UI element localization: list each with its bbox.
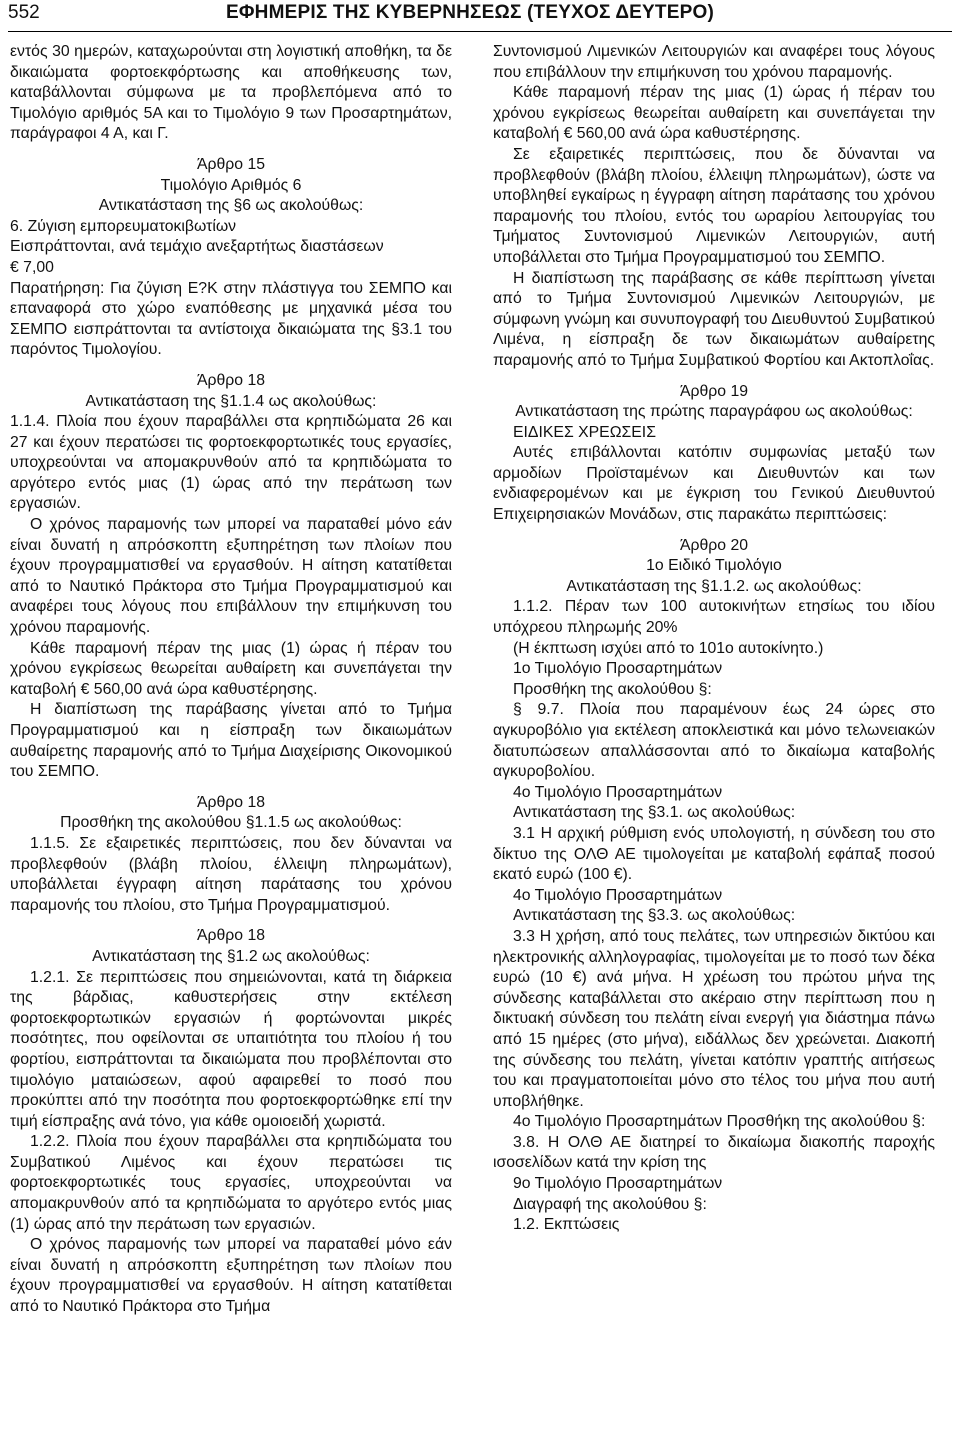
article-heading: Άρθρο 15: [196, 155, 266, 173]
paragraph: Η διαπίστωση της παράβασης σε κάθε περίπτωση γίνεται από το Τμήμα Συντονισμού Λιμενικών Λειτουργιών, με σύμφωνη γνώμη και συνυπογραφή του Διευθυντού Συμβατικού Λιμένα, η είσπραξη δε των δικαιωμάτων αυθαίρετης παραμονής από το Τμήμα Συμβατικού Φορτίου και Ακτοπλοΐας.: [493, 269, 935, 369]
header-rule: [8, 31, 952, 32]
gazette-title: ΕΦΗΜΕΡΙΣ ΤΗΣ ΚΥΒΕΡΝΗΣΕΩΣ (ΤΕΥΧΟΣ ΔΕΥΤΕΡΟ): [226, 2, 714, 23]
paragraph: 4ο Τιμολόγιο Προσαρτημάτων: [513, 886, 723, 904]
paragraph: Σε εξαιρετικές περιπτώσεις, που δε δύνανται να προβλεφθούν (βλάβη πλοίου, έλλειψη πληρωμάτων), ώστε να υποβληθεί εγκαίρως η έγγραφη αίτηση παράτασης του χρόνου παραμονής του πλοίου, εντός του ωραρίου λειτουργίας του Τμήματος Συντονισμού Λιμενικών Λειτουργιών, αυτή υποβάλλεται στο Τμήμα Προγραμματισμού του ΣΕΜΠΟ.: [493, 145, 935, 266]
section-heading: Τιμολόγιο Αριθμός 6: [160, 176, 302, 194]
paragraph: Κάθε παραμονή πέραν της μιας (1) ώρας ή πέραν του χρόνου εγκρίσεως θεωρείται αυθαίρετη και συνεπάγεται την καταβολή € 560,00 ανά ώρα καθυστέρησης.: [493, 84, 935, 143]
paragraph: 1.1.5. Σε εξαιρετικές περιπτώσεις, που δεν δύνανται να προβλεφθούν (βλάβη πλοίου, έλλειψη πληρωμάτων), υποβάλλεται έγγραφη αίτηση παράτασης του χρόνου παραμονής του πλοίου, στο Τμήμα Προγραμματισμού.: [10, 834, 452, 914]
paragraph: 3.1 Η αρχική ρύθμιση ενός υπολογιστή, η σύνδεση του στο δίκτυο της ΟΛΘ ΑΕ τιμολογείται με καταβολή εφάπαξ ποσού εκατό ευρώ (100 €).: [493, 824, 935, 884]
article-heading: Άρθρο 20: [679, 536, 749, 554]
paragraph: Παρατήρηση: Για ζύγιση Ε?Κ στην πλάστιγγα του ΣΕΜΠΟ και επαναφορά στο χώρο εναπόθεσης με μηχανικά μέσα του ΣΕΜΠΟ εισπράττονται τα αντίστοιχα δικαιώματα της §3.1 του παρόντος Τιμολογίου.: [10, 279, 452, 359]
section-heading: Προσθήκη της ακολούθου §1.1.5 ως ακολούθως:: [60, 814, 402, 832]
left-column: [10, 42, 452, 1318]
price-line: € 7,00: [10, 258, 54, 276]
paragraph: Αυτές επιβάλλονται κατόπιν συμφωνίας μεταξύ των αρμοδίων Προϊσταμένων και Διευθυντών και των ενδιαφερομένων και με έγκριση του Γενικού Διευθυντού Επιχειρησιακών Μονάδων, στις παρακάτω περιπτώσεις:: [493, 444, 935, 524]
paragraph: § 9.7. Πλοία που παραμένουν έως 24 ώρες στο αγκυροβόλιο για εκτέλεση αποκλειστικά και μόνο τελωνειακών διατυπώσεων απαλλάσσονται από το δικαίωμα καταβολής αγκυροβολίου.: [493, 701, 935, 781]
paragraph: 4ο Τιμολόγιο Προσαρτημάτων Προσθήκη της ακολούθου §:: [513, 1113, 926, 1131]
paragraph: 3.3 Η χρήση, από τους πελάτες, των υπηρεσιών δικτύου και ηλεκτρονικής αλληλογραφίας, τιμολογείται με το ποσό των δέκα ευρώ (10 €) ανά μήνα. Η χρέωση του πρώτου μήνα της σύνδεσης καταβάλλεται στο ακέραιο στην περίπτωση που η δικτυακή σύνδεση του πελάτη είναι ενεργή για διάστημα πάνω από 15 ημέρες (στο μήνα), ειδάλλως δεν χρεώνεται. Διακοπή της σύνδεσης του πελάτη, γίνεται κατόπιν γραπτής αιτήσεως του και πραγματοποιείται μόνο στο τέλος του μήνα που αυτή υποβλήθηκε.: [493, 927, 935, 1110]
paragraph: Συντονισμού Λιμενικών Λειτουργιών και αναφέρει τους λόγους που επιβάλλουν την επιμήκυνση του χρόνου παραμονής.: [493, 43, 935, 81]
paragraph: 1.1.2. Πέραν των 100 αυτοκινήτων ετησίως του ιδίου υπόχρεου πληρωμής 20%: [493, 598, 935, 637]
paragraph: 9ο Τιμολόγιο Προσαρτημάτων: [513, 1175, 723, 1193]
right-column: [493, 42, 935, 1236]
section-heading: Αντικατάσταση της §6 ως ακολούθως:: [98, 197, 364, 215]
paragraph: 1.2.1. Σε περιπτώσεις που σημειώνονται, κατά τη διάρκεια της βάρδιας, καθυστερήσεις στην εκτέλεση φορτοεκφορτωτικών εργασιών ή φορτώνονται μικρές ποσότητες, που οφείλονται σε υπαιτιότητα του πλοίου ή του φορτίου, εισπράττονται τα δικαιώματα που προβλέπονται στο τιμολόγιο ματαιώσεων, αφού αφαιρεθεί το ποσό που προκύπτει από την ποσότητα που φορτοεκφορτώθηκε επί την τιμή είσπραξης ανά τόνο, για κάθε ομοιοειδή χωριστά.: [10, 968, 452, 1130]
page-header: [0, 0, 960, 32]
section-heading: Αντικατάσταση της πρώτης παραγράφου ως ακολούθως:: [515, 403, 913, 421]
paragraph: Ο χρόνος παραμονής των μπορεί να παραταθεί μόνο εάν είναι δυνατή η απρόσκοπτη εξυπηρέτηση των πλοίων που έχουν προγραμματισθεί να εργασθούν. Η αίτηση κατατίθεται από το Ναυτικό Πράκτορα στο Τμήμα Προγραμματισμού και αναφέρει τους λόγους που επιβάλλουν την επιμήκυνση του χρόνου παραμονής.: [10, 516, 452, 637]
paragraph: 6. Ζύγιση εμπορευματοκιβωτίων: [10, 217, 237, 235]
section-heading: Αντικατάσταση της §1.1.4 ως ακολούθως:: [85, 392, 377, 410]
paragraph: 1ο Τιμολόγιο Προσαρτημάτων: [513, 660, 723, 678]
paragraph: 1.2. Εκπτώσεις: [513, 1216, 620, 1234]
paragraph: Αντικατάσταση της §3.1. ως ακολούθως:: [513, 804, 796, 822]
paragraph: ΕΙΔΙΚΕΣ ΧΡΕΩΣΕΙΣ: [513, 423, 656, 441]
paragraph: 4ο Τιμολόγιο Προσαρτημάτων: [513, 783, 723, 801]
paragraph: (Η έκπτωση ισχύει από το 101ο αυτοκίνητο.): [513, 639, 824, 657]
paragraph: Κάθε παραμονή πέραν της μιας (1) ώρας ή πέραν του χρόνου εγκρίσεως θεωρείται αυθαίρετη και συνεπάγεται την καταβολή € 560,00 ανά ώρα καθυστέρησης.: [10, 639, 452, 698]
paragraph: Η διαπίστωση της παράβασης γίνεται από το Τμήμα Προγραμματισμού και η είσπραξη των δικαιωμάτων αυθαίρετης παραμονής από το Τμήμα Διαχείρισης Οικονομικού του ΣΕΜΠΟ.: [10, 701, 452, 781]
article-heading: Άρθρο 18: [196, 371, 266, 389]
article-heading: Άρθρο 19: [679, 382, 749, 400]
paragraph: 1.2.2. Πλοία που έχουν παραβάλλει στα κρηπιδώματα του Συμβατικού Λιμένος και έχουν περατώσει τις φορτοεκφορτωτικές τους εργασίες, υποχρεούνται να απομακρυνθούν από τα κρηπιδώματα το αργότερο εντός μιας (1) ώρας από την περάτωση των εργασιών.: [10, 1133, 452, 1233]
section-heading: Αντικατάσταση της §1.2 ως ακολούθως:: [92, 947, 370, 965]
paragraph: Ο χρόνος παραμονής των μπορεί να παραταθεί μόνο εάν είναι δυνατή η απρόσκοπτη εξυπηρέτηση των πλοίων που έχουν προγραμματισθεί να εργασθούν. Η αίτηση κατατίθεται από το Ναυτικό Πράκτορα στο Τμήμα: [10, 1236, 452, 1316]
section-heading: 1ο Ειδικό Τιμολόγιο: [646, 557, 782, 575]
paragraph: 3.8. Η ΟΛΘ ΑΕ διατηρεί το δικαίωμα διακοπής παροχής ισοσελίδων κατά την κρίση της: [493, 1133, 935, 1172]
paragraph: Εισπράττονται, ανά τεμάχιο ανεξαρτήτως διαστάσεων: [10, 238, 384, 256]
paragraph: Προσθήκη της ακολούθου §:: [513, 680, 712, 698]
paragraph: Αντικατάσταση της §3.3. ως ακολούθως:: [513, 907, 796, 925]
article-heading: Άρθρο 18: [196, 927, 266, 945]
paragraph: εντός 30 ημερών, καταχωρούνται στη λογιστική αποθήκη, τα δε δικαιώματα φορτοεκφόρτωσης και αποθήκευσης των, καταβάλλονται σύμφωνα με τα προβλεπόμενα από το Τιμολόγιο αριθμός 5Α και το Τιμολόγιο 9 των Προσαρτημάτων, παράγραφοι 4 Α, και Γ.: [10, 43, 452, 143]
page-number: 552: [8, 2, 40, 23]
article-heading: Άρθρο 18: [196, 793, 266, 811]
section-heading: Αντικατάσταση της §1.1.2. ως ακολούθως:: [566, 577, 862, 595]
paragraph: Διαγραφή της ακολούθου §:: [513, 1195, 707, 1213]
paragraph: 1.1.4. Πλοία που έχουν παραβάλλει στα κρηπιδώματα 26 και 27 και έχουν περατώσει τις φορτοεκφορτωτικές τους εργασίες, υποχρεούνται να απομακρυνθούν από τα κρηπιδώματα το αργότερο εντός μιας (1) ώρας από την περάτωση των εργασιών.: [10, 413, 452, 513]
